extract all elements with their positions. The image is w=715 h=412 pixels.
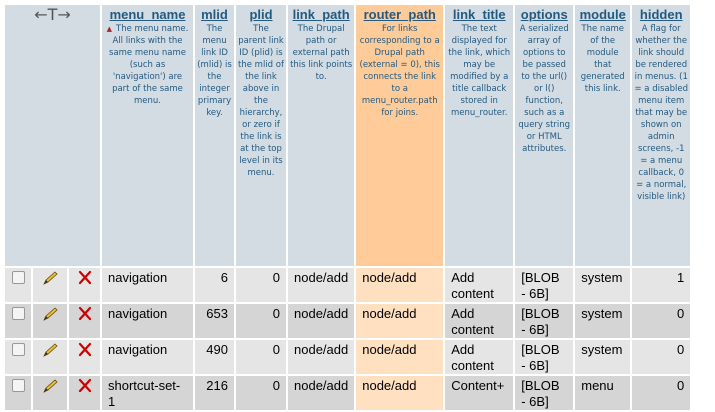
cell-router_path[interactable]: node/add [356, 340, 443, 374]
edit-cell [33, 376, 67, 410]
header-row [5, 5, 690, 266]
cell-link_title[interactable]: Add content [445, 340, 513, 374]
column-description-link_title: The text displayed for the link, which may be modified by a title callback stored in menu_router. [448, 24, 511, 118]
cell-hidden[interactable]: 0 [632, 340, 690, 374]
column-header-link_path[interactable] [288, 5, 354, 266]
cell-module[interactable]: system [575, 304, 630, 338]
cell-link_title[interactable]: Add content [445, 304, 513, 338]
edit-cell [33, 304, 67, 338]
cell-router_path[interactable]: node/add [356, 376, 443, 410]
cell-plid[interactable]: 0 [236, 340, 286, 374]
delete-x-icon[interactable] [77, 342, 93, 358]
column-title-menu_name[interactable]: menu_name [109, 7, 186, 22]
column-header-router_path[interactable] [356, 5, 443, 266]
delete-cell [69, 376, 100, 410]
row-checkbox[interactable] [12, 307, 25, 320]
delete-cell [69, 304, 100, 338]
column-title-module[interactable]: module [579, 7, 626, 22]
pencil-icon[interactable] [41, 342, 59, 358]
cell-router_path[interactable]: node/add [356, 304, 443, 338]
results-table [3, 3, 692, 412]
cell-menu_name[interactable]: navigation [102, 304, 193, 338]
column-description-plid: The parent link ID (plid) is the mlid of the link above in the hierarchy, or zero if the link is at the top level in its menu. [238, 24, 284, 178]
row-checkbox[interactable] [12, 271, 25, 284]
row-checkbox-cell [5, 376, 31, 410]
cell-options[interactable]: [BLOB - 6B] [515, 304, 573, 338]
column-header-options[interactable] [515, 5, 573, 266]
delete-x-icon[interactable] [77, 306, 93, 322]
column-title-plid[interactable]: plid [249, 7, 273, 22]
cell-router_path[interactable]: node/add [356, 268, 443, 302]
pencil-icon[interactable] [41, 378, 59, 394]
cell-options[interactable]: [BLOB - 6B] [515, 376, 573, 410]
cell-hidden[interactable]: 1 [632, 268, 690, 302]
column-description-hidden: A flag for whether the link should be rendered in menus. (1 = a disabled menu item that may be shown on admin screens, -1 = a menu callback, 0 = a normal, visible link) [634, 24, 688, 202]
cell-menu_name[interactable]: shortcut-set-1 [102, 376, 193, 410]
table-row [5, 376, 690, 410]
edit-cell [33, 268, 67, 302]
delete-cell [69, 268, 100, 302]
column-move-arrows-icon[interactable]: ←T→ [34, 5, 71, 24]
cell-module[interactable]: menu [575, 376, 630, 410]
column-header-mlid[interactable] [195, 5, 234, 266]
column-title-options[interactable]: options [520, 7, 568, 22]
cell-link_path[interactable]: node/add [288, 376, 354, 410]
cell-menu_name[interactable]: navigation [102, 340, 193, 374]
delete-x-icon[interactable] [77, 270, 93, 286]
table-row [5, 340, 690, 374]
column-title-hidden[interactable]: hidden [639, 7, 683, 22]
column-header-menu_name[interactable] [102, 5, 193, 266]
delete-cell [69, 340, 100, 374]
pencil-icon[interactable] [41, 306, 59, 322]
row-checkbox[interactable] [12, 379, 25, 392]
cell-link_path[interactable]: node/add [288, 304, 354, 338]
column-description-mlid: The menu link ID (mlid) is the integer primary key. [197, 24, 232, 118]
cell-link_title[interactable]: Add content [445, 268, 513, 302]
column-description-router_path: For links corresponding to a Drupal path (external = 0), this connects the link to a menu_router.path for joins. [359, 24, 440, 118]
table-row [5, 304, 690, 338]
pencil-icon[interactable] [41, 270, 59, 286]
delete-x-icon[interactable] [77, 378, 93, 394]
sort-ascending-icon[interactable]: ▲ [106, 25, 113, 33]
cell-module[interactable]: system [575, 268, 630, 302]
cell-mlid[interactable]: 653 [195, 304, 234, 338]
cell-link_path[interactable]: node/add [288, 340, 354, 374]
cell-link_path[interactable]: node/add [288, 268, 354, 302]
row-checkbox[interactable] [12, 343, 25, 356]
column-header-link_title[interactable] [445, 5, 513, 266]
column-description-options: A serialized array of options to be passed to the url() or l() function, such as a query string or HTML attributes. [518, 24, 571, 154]
cell-module[interactable]: system [575, 340, 630, 374]
cell-link_title[interactable]: Content+ [445, 376, 513, 410]
row-checkbox-cell [5, 340, 31, 374]
cell-mlid[interactable]: 6 [195, 268, 234, 302]
cell-hidden[interactable]: 0 [632, 304, 690, 338]
cell-mlid[interactable]: 216 [195, 376, 234, 410]
column-arrows-header[interactable] [5, 5, 100, 266]
column-description-menu_name: ▲ The menu name. All links with the same menu name (such as 'navigation') are part of the same menu. [106, 24, 189, 106]
column-description-link_path: The Drupal path or external path this link points to. [290, 24, 353, 82]
column-title-mlid[interactable]: mlid [201, 7, 228, 22]
column-header-plid[interactable] [236, 5, 286, 266]
cell-menu_name[interactable]: navigation [102, 268, 193, 302]
cell-plid[interactable]: 0 [236, 304, 286, 338]
table-row [5, 268, 690, 302]
row-checkbox-cell [5, 304, 31, 338]
cell-mlid[interactable]: 490 [195, 340, 234, 374]
row-checkbox-cell [5, 268, 31, 302]
column-title-link_title[interactable]: link_title [452, 7, 506, 22]
cell-options[interactable]: [BLOB - 6B] [515, 340, 573, 374]
cell-hidden[interactable]: 0 [632, 376, 690, 410]
column-title-link_path[interactable]: link_path [292, 7, 350, 22]
column-header-hidden[interactable] [632, 5, 690, 266]
column-title-router_path[interactable]: router_path [363, 7, 436, 22]
cell-plid[interactable]: 0 [236, 376, 286, 410]
column-description-module: The name of the module that generated this link. [580, 24, 625, 94]
cell-options[interactable]: [BLOB - 6B] [515, 268, 573, 302]
cell-plid[interactable]: 0 [236, 268, 286, 302]
edit-cell [33, 340, 67, 374]
column-header-module[interactable] [575, 5, 630, 266]
